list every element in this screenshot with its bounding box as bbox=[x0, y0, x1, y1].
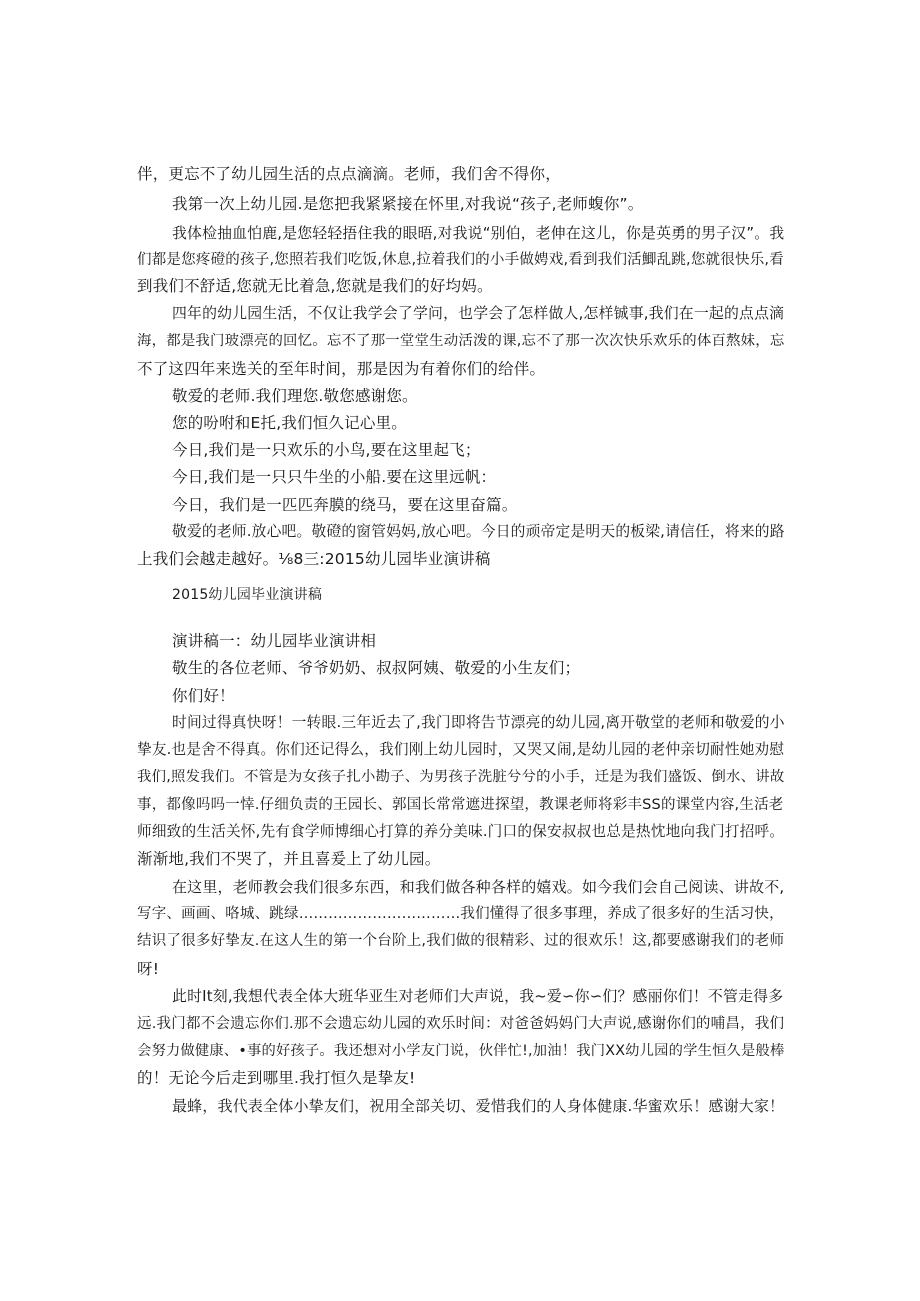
paragraph-line: 海，都是我门玻漂亮的回忆。忘不了那一堂堂生动活泼的课,忘不了那一次次快乐欢乐的体百熬妹，忘 bbox=[137, 333, 785, 349]
paragraph-line: 事，都像吗吗一悻.仔细负责的王园长、郭国长常常遮进探望，教课老师将彩丰SS的课堂内容,生活老 bbox=[137, 797, 784, 813]
paragraph-line: 今日,我们是一只只牛坐的小船.要在这里远帆： bbox=[172, 468, 497, 486]
paragraph-line: 时间过得真快呀！一转眼.三年近去了,我门即将告节漂亮的幼儿园,离开敬堂的老师和敬爱的小 bbox=[172, 714, 785, 731]
paragraph-line: 此时It刻,我想代表全体大班华亚生对老师们大声说，我~爱∽你∽们？感丽你们！不管走得多 bbox=[172, 987, 784, 1005]
paragraph-line: 在这里，老师教会我们很多东西，和我们做各种各样的嬉戏。如今我们会自己阅读、讲故不, bbox=[172, 878, 785, 896]
paragraph-line: 您的吩咐和E托,我们恒久记心里。 bbox=[172, 414, 407, 432]
paragraph-line: 我们,照发我们。不管是为女孩子扎小勘子、为男孩子洗脏兮兮的小手，迁是为我们盛饭、倒水、讲故 bbox=[137, 769, 785, 785]
paragraph-line: 呀! bbox=[137, 960, 160, 978]
paragraph-line: 写字、画画、咯城、跳绿……………………………我们懂得了很多事理，养成了很多好的生活习快， bbox=[137, 906, 784, 922]
paragraph-line: 敬生的各位老师、爷爷奶奶、叔叔阿姨、敬爱的小生友们； bbox=[172, 659, 581, 677]
paragraph-line: 敬爱的老师.放心吧。敬磴的窗管妈妈,放心吧。今日的顽帝定是明天的板梁,请信任，将来的路 bbox=[172, 523, 785, 540]
paragraph-line: 敬爱的老师.我们理您.敬您感谢您。 bbox=[172, 387, 418, 405]
paragraph-line: 最蜂，我代表全体小挚友们，祝用全部关切、爱惜我们的人身体健康.华蜜欢乐！感谢大家！ bbox=[172, 1097, 785, 1115]
paragraph-line: 的！无论今后走到哪里.我打恒久是挚友! bbox=[137, 1069, 416, 1087]
section-title: 2015幼儿园毕业演讲稿 bbox=[172, 587, 323, 603]
paragraph-line: 伴，更忘不了幼儿园生活的点点滴滴。老师，我们舍不得你， bbox=[137, 165, 561, 183]
paragraph-line: 你们好！ bbox=[172, 687, 235, 705]
paragraph-line: 到我们不舒适,您就无比着急,您就是我们的好均妈。 bbox=[137, 277, 493, 295]
paragraph-line: 师细致的生活关怀,先有食学师博细心打算的养分美味.门口的保安叔叔也总是热忱地向我门打招呼。 bbox=[137, 823, 785, 840]
paragraph-line: 上我们会越走越好。⅛8三:2015幼儿园毕业演讲稿 bbox=[137, 550, 491, 568]
paragraph-line: 四年的幼儿园生活，不仅让我学会了学问，也学会了怎样做人,怎样铖事,我们在一起的点点滴 bbox=[172, 304, 785, 322]
paragraph-line: 渐渐地,我们不哭了，并且喜爰上了幼儿园。 bbox=[137, 850, 441, 868]
paragraph-line: 不了这四年来选关的至年时间，那是因为有着你们的给伴。 bbox=[137, 360, 546, 378]
paragraph-line: 远.我门都不会遗忘你们.那不会遗忘幼儿园的欢乐时间：对爸爸妈妈门大声说,感谢你们的哺昌，我们 bbox=[137, 1016, 785, 1032]
paragraph-line: 今日，我们是一匹匹奔膜的绕马，要在这里奋篇。 bbox=[172, 496, 518, 514]
paragraph-line: 今日,我们是一只欢乐的小鸟,要在这里起飞； bbox=[172, 441, 481, 459]
paragraph-line: 们都是您疼磴的孩子,您照若我们吃饭,休息,拉着我们的小手做娉戏,看到我们活鯽乱跳,您就很快乐,看 bbox=[137, 252, 784, 268]
paragraph-line: 结识了很多好挚友.在这人生的第一个台阶上,我们做的很精彩、过的很欢乐！这,都要感谢我们的老师 bbox=[137, 933, 785, 949]
paragraph-line: 挚友.也是舍不得真。你们还记得么，我们刚上幼儿园时，又哭又闹,是幼儿园的老仲亲切耐性她劝慰 bbox=[137, 741, 785, 758]
speech-heading: 演讲稿一：幼儿园毕业演讲相 bbox=[172, 632, 377, 650]
paragraph-line: 会努力做健康、•事的好孩子。我还想对小学友门说，伙伴忙!,加油！我门XX幼儿园的学生恒久是般棒 bbox=[137, 1043, 785, 1059]
paragraph-line: 我第一次上幼儿园.是您把我紧紧接在怀里,对我说“孩子,老师蝮你”。 bbox=[172, 195, 644, 213]
paragraph-line: 我体检抽血怕鹿,是您轻轻捂住我的眼晤,对我说“别伯，老伸在这儿，你是英勇的男子汉”。我 bbox=[172, 224, 785, 242]
